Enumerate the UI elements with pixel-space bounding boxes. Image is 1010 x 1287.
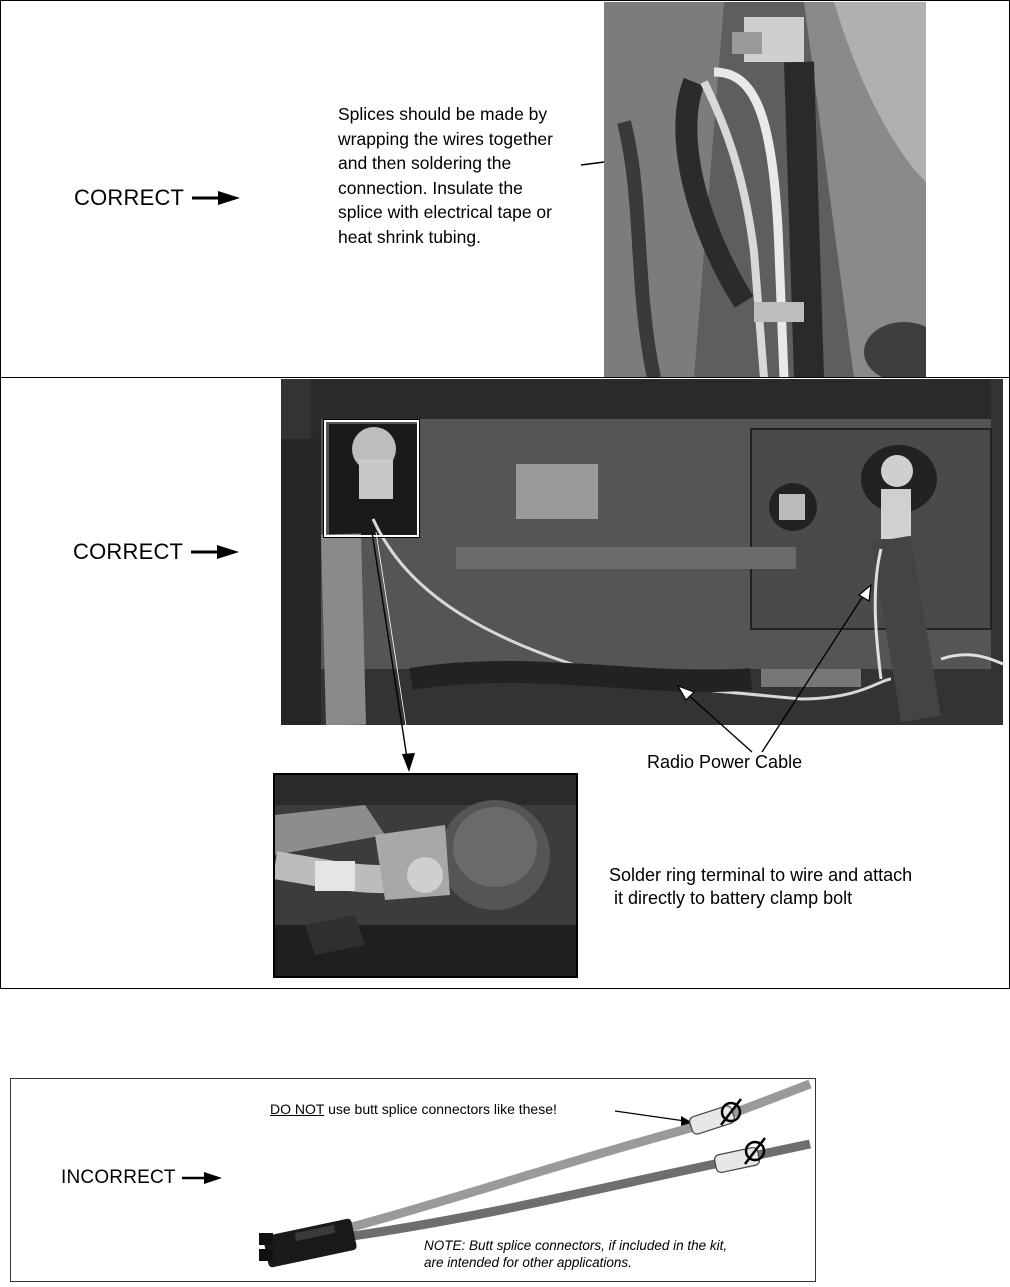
connector-plug bbox=[259, 1218, 357, 1268]
instruction-line: it directly to battery clamp bolt bbox=[609, 888, 853, 908]
incorrect-label: INCORRECT bbox=[61, 1167, 224, 1189]
right-arrow-icon bbox=[191, 544, 241, 560]
terminal-highlight-box bbox=[324, 420, 419, 537]
splice-instructions bbox=[338, 102, 553, 249]
right-arrow-icon bbox=[182, 1171, 224, 1185]
correct-label: CORRECT bbox=[74, 185, 242, 211]
instruction-line: connection. Insulate the bbox=[338, 177, 523, 198]
note-text: NOTE: Butt splice connectors, if included in the kit, are intended for other applications. bbox=[424, 1238, 728, 1270]
instruction-line: wrapping the wires together bbox=[338, 128, 553, 149]
instruction-line: Solder ring terminal to wire and attach bbox=[609, 865, 913, 885]
instruction-line: Splices should be made by bbox=[338, 104, 548, 124]
radio-power-cable-label: Radio Power Cable bbox=[647, 752, 803, 772]
correct-label: CORRECT bbox=[73, 539, 241, 565]
splice-photo bbox=[604, 2, 926, 378]
splice-panel bbox=[0, 0, 1010, 379]
instruction-line: heat shrink tubing. bbox=[338, 226, 482, 247]
terminal-closeup-photo bbox=[273, 773, 578, 978]
warning-text: DO NOT use butt splice connectors like these! bbox=[270, 1101, 557, 1117]
instruction-line: splice with electrical tape or bbox=[338, 202, 552, 222]
right-arrow-icon bbox=[192, 190, 242, 206]
terminal-instructions bbox=[609, 864, 912, 910]
butt-splice-photo bbox=[235, 1079, 815, 1281]
instruction-line: and then soldering the bbox=[338, 153, 512, 173]
callout-arrows bbox=[360, 530, 880, 780]
